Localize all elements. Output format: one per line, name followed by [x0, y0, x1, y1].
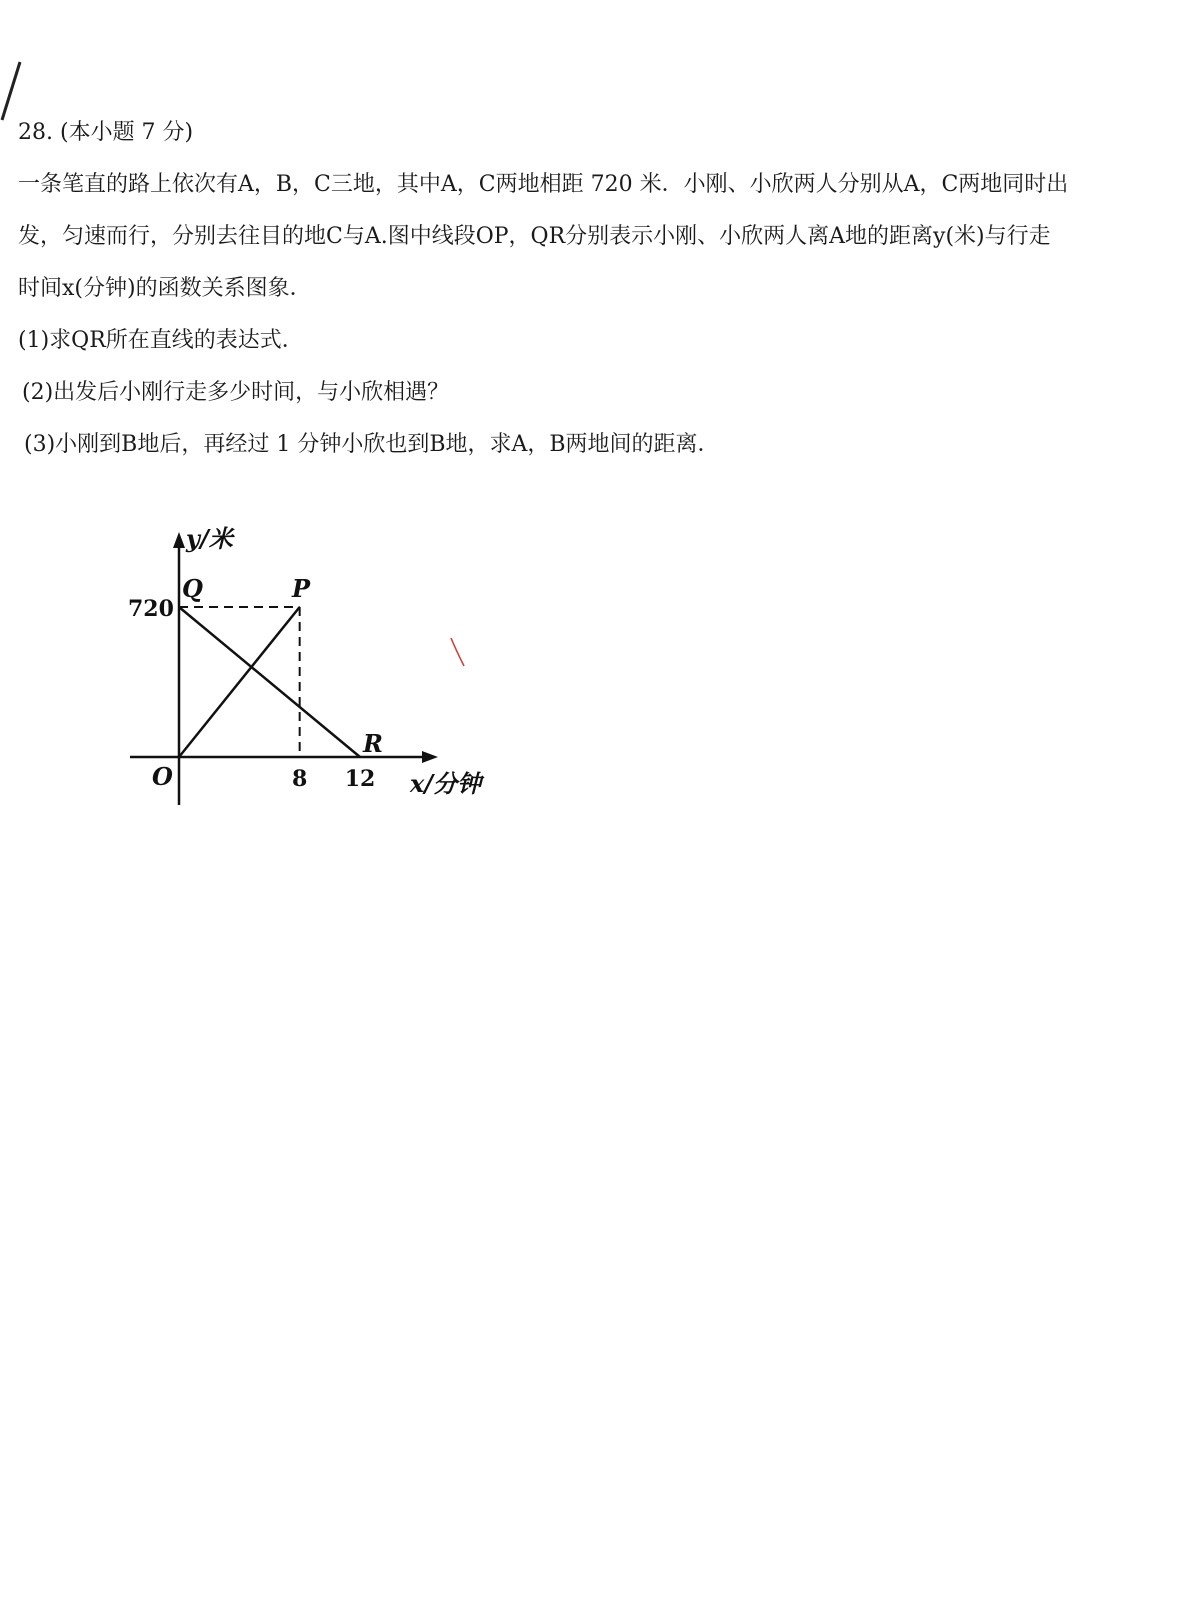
- distance-time-graph: [120, 520, 500, 820]
- problem-stem-line-3: 时间x(分钟)的函数关系图象．: [18, 276, 312, 301]
- point-label-r: R: [363, 729, 383, 758]
- y-axis-label: y/米: [186, 524, 233, 553]
- y-tick-720: 720: [128, 596, 174, 622]
- question-1: (1)求QR所在直线的表达式．: [18, 328, 304, 353]
- y-axis-arrow: [173, 532, 185, 548]
- problem-stem-line-1: 一条笔直的路上依次有A，B，C三地，其中A，C两地相距 720 米．小刚、小欣两人分别从A，C两地同时出: [18, 172, 1069, 197]
- x-axis-label: x/分钟: [410, 769, 482, 798]
- segment-qr: [179, 607, 360, 757]
- x-tick-8: 8: [292, 766, 308, 792]
- problem-header: 28. (本小题 7 分): [18, 120, 194, 145]
- question-2: (2)出发后小刚行走多少时间，与小欣相遇？: [22, 380, 450, 405]
- point-label-q: Q: [182, 574, 203, 603]
- x-axis-arrow: [422, 751, 438, 763]
- red-pen-tick: [448, 636, 468, 670]
- question-3: (3)小刚到B地后，再经过 1 分钟小欣也到B地，求A，B两地间的距离．: [24, 432, 720, 457]
- origin-label: O: [152, 762, 173, 791]
- x-tick-12: 12: [344, 766, 376, 792]
- problem-stem-line-2: 发，匀速而行，分别去往目的地C与A.图中线段OP，QR分别表示小刚、小欣两人离A地的距离y(米)与行走: [18, 224, 1051, 249]
- problem-28: [18, 120, 1158, 458]
- segment-op: [179, 607, 300, 757]
- point-label-p: P: [292, 574, 311, 603]
